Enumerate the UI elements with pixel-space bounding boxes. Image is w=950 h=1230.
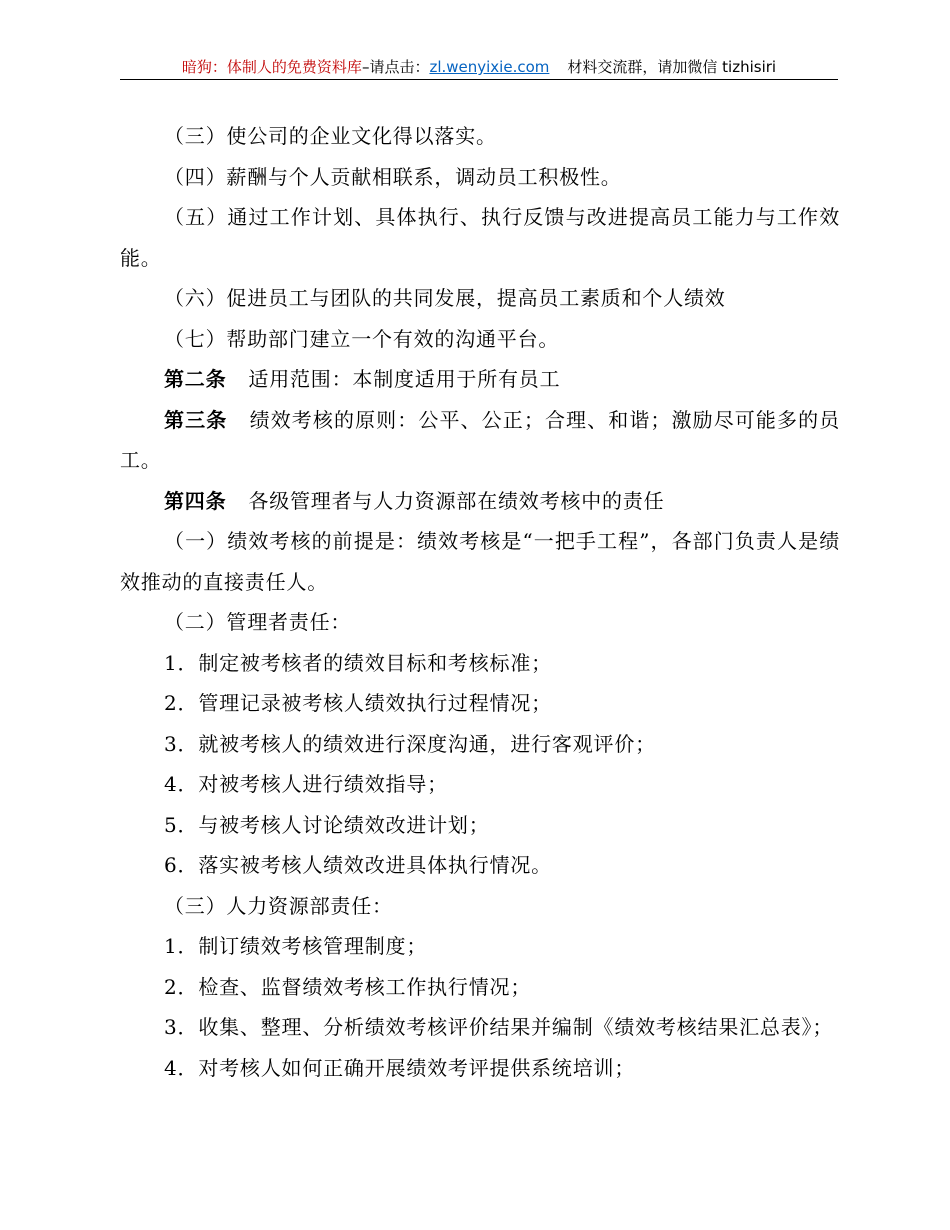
header-prompt: –请点击： [361,58,430,76]
page-header [120,57,838,80]
document-body [120,116,840,1088]
article-2-heading: 第二条 [164,367,227,391]
hr-duty-3: 3．收集、整理、分析绩效考核评价结果并编制《绩效考核结果汇总表》； [164,1015,834,1039]
article-4-heading: 第四条 [164,488,227,513]
article-2-text: 适用范围：本制度适用于所有员工 [248,367,561,391]
paragraph-item-4: （四）薪酬与个人贡献相联系，调动员工积极性。 [164,164,622,189]
article-2 [120,359,840,400]
manager-duty-1: 1．制定被考核者的绩效目标和考核标准； [164,650,552,675]
paragraph-item-6: （六）促进员工与团队的共同发展，提高员工素质和个人绩效 [164,286,726,310]
paragraph-item-7: （七）帮助部门建立一个有效的沟通平台。 [164,326,560,351]
hr-duty-1: 1．制订绩效考核管理制度； [164,934,428,958]
article-4-text: 各级管理者与人力资源部在绩效考核中的责任 [248,488,665,513]
manager-duties-heading: （二）管理者责任： [164,610,352,634]
header-brand: 暗狗：体制人的免费资料库 [181,58,362,76]
manager-duty-2: 2．管理记录被考核人绩效执行过程情况； [164,691,552,715]
header-note: 材料交流群，请加微信 tizhisiri [567,58,777,76]
manager-duty-4: 4．对被考核人进行绩效指导； [164,772,448,796]
article-3 [120,400,840,481]
manager-duty-5: 5．与被考核人讨论绩效改进计划； [164,812,490,837]
hr-duties-heading: （三）人力资源部责任： [164,893,393,918]
paragraph-item-3: （三）使公司的企业文化得以落实。 [164,124,497,148]
article-3-text: 绩效考核的原则：公平、公正；合理、和谐；激励尽可能多的员工。 [120,407,840,472]
paragraph-item-5: （五）通过工作计划、具体执行、执行反馈与改进提高员工能力与工作效能。 [120,205,840,270]
manager-duty-6: 6．落实被考核人绩效改进具体执行情况。 [164,853,552,877]
responsibility-premise: （一）绩效考核的前提是：绩效考核是“一把手工程”，各部门负责人是绩效推动的直接责任人。 [120,529,840,594]
hr-duty-4: 4．对考核人如何正确开展绩效考评提供系统培训； [164,1055,636,1080]
article-4 [120,481,840,522]
header-link[interactable]: zl.wenyixie.com [429,58,550,76]
hr-duty-2: 2．检查、监督绩效考核工作执行情况； [164,974,532,999]
article-3-heading: 第三条 [164,407,228,432]
manager-duty-3: 3．就被考核人的绩效进行深度沟通，进行客观评价； [164,731,656,756]
